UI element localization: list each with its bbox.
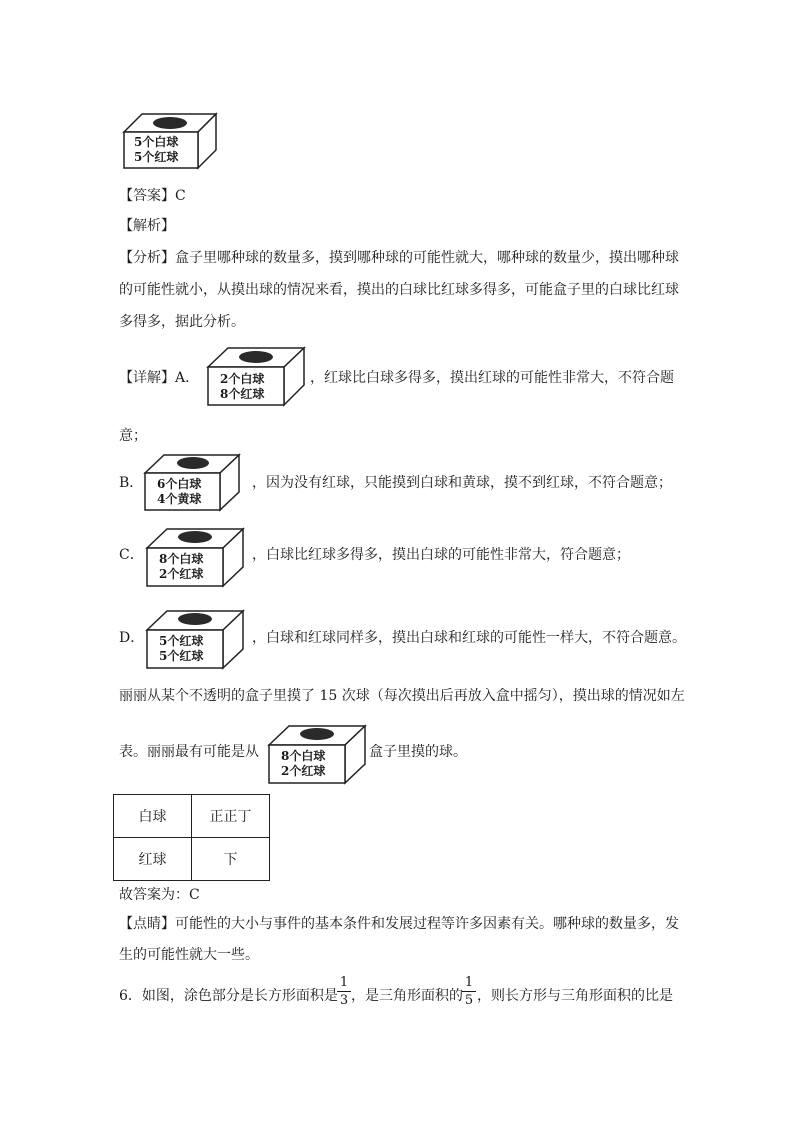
q6-mid: ，是三角形面积的 <box>351 988 463 1004</box>
box-line-1: 5个白球 <box>134 135 179 149</box>
fraction-2-bar <box>462 991 476 992</box>
table-row <box>114 838 270 881</box>
detail-a-text: ，红球比白球多得多，摸出红球的可能性非常大，不符合题 <box>310 370 674 386</box>
fraction-2-denominator: 5 <box>464 993 474 1008</box>
box-b-line-1: 6个白球 <box>157 477 202 491</box>
detail-prefix: 【详解】A． <box>119 370 200 386</box>
ball-box-a <box>206 345 306 407</box>
detail-c-text: ，白球比红球多得多，摸出白球的可能性非常大，符合题意； <box>252 547 630 563</box>
detail-d-label: D． <box>119 630 145 646</box>
detail-d-text: ，白球和红球同样多，摸出白球和红球的可能性一样大，不符合题意。 <box>252 630 686 646</box>
restate-line-1: 丽丽从某个不透明的盒子里摸了 15 次球（每次摸出后再放入盒中摇匀），摸出球的情况如左 <box>119 688 685 704</box>
tally-mark-white: 正正丁 <box>192 795 270 838</box>
tally-label-red: 红球 <box>114 838 192 881</box>
fraction-one-fifth <box>462 975 476 1008</box>
analysis-heading: 【解析】 <box>119 218 175 234</box>
box-e-line-1: 8个白球 <box>281 749 326 763</box>
q6-post: ，则长方形与三角形面积的比是 <box>477 988 673 1004</box>
box-c-line-1: 8个白球 <box>159 552 204 566</box>
fraction-1-bar <box>337 991 351 992</box>
fraction-1-numerator: 1 <box>339 975 349 990</box>
detail-b-text: ，因为没有红球，只能摸到白球和黄球，摸不到红球，不符合题意； <box>252 475 672 491</box>
ball-box-d <box>145 608 245 670</box>
box-a-line-2: 8个红球 <box>220 387 265 401</box>
ball-box-b <box>143 452 241 512</box>
answer-line: 【答案】C <box>119 188 186 204</box>
detail-b-label: B． <box>119 475 144 491</box>
detail-c-label: C． <box>119 547 144 563</box>
comment-line-1: 【点睛】可能性的大小与事件的基本条件和发展过程等许多因素有关。哪种球的数量多，发 <box>119 916 679 932</box>
ball-box-e <box>267 723 367 785</box>
table-row <box>114 795 270 838</box>
restate-line-2-pre: 表。丽丽最有可能是从 <box>119 744 259 760</box>
analysis-line-3: 多得多，据此分析。 <box>119 314 245 330</box>
box-line-2: 5个红球 <box>134 150 179 164</box>
box-e-line-2: 2个红球 <box>281 764 326 778</box>
fraction-2-numerator: 1 <box>464 975 474 990</box>
tally-table <box>113 794 270 881</box>
tally-label-white: 白球 <box>114 795 192 838</box>
box-b-line-2: 4个黄球 <box>157 492 202 506</box>
q6-pre: 6．如图，涂色部分是长方形面积是 <box>119 988 338 1004</box>
box-d-line-2: 5个红球 <box>159 649 204 663</box>
conclusion-line: 故答案为：C <box>119 887 200 903</box>
box-d-line-1: 5个红球 <box>159 634 204 648</box>
box-a-line-1: 2个白球 <box>220 372 265 386</box>
comment-line-2: 生的可能性就大一些。 <box>119 947 259 963</box>
box-c-line-2: 2个红球 <box>159 567 204 581</box>
analysis-line-1: 【分析】盒子里哪种球的数量多，摸到哪种球的可能性就大，哪种球的数量少，摸出哪种球 <box>119 250 679 266</box>
fraction-one-third <box>337 975 351 1008</box>
ball-box-c <box>145 526 245 588</box>
fraction-1-denominator: 3 <box>339 993 349 1008</box>
ball-box-top <box>122 110 218 170</box>
restate-line-2-post: 盒子里摸的球。 <box>369 744 467 760</box>
analysis-line-2: 的可能性就小，从摸出球的情况来看，摸出的白球比红球多得多，可能盒子里的白球比红球 <box>119 282 679 298</box>
tally-mark-red: 下 <box>192 838 270 881</box>
detail-a-tail: 意； <box>119 428 147 444</box>
